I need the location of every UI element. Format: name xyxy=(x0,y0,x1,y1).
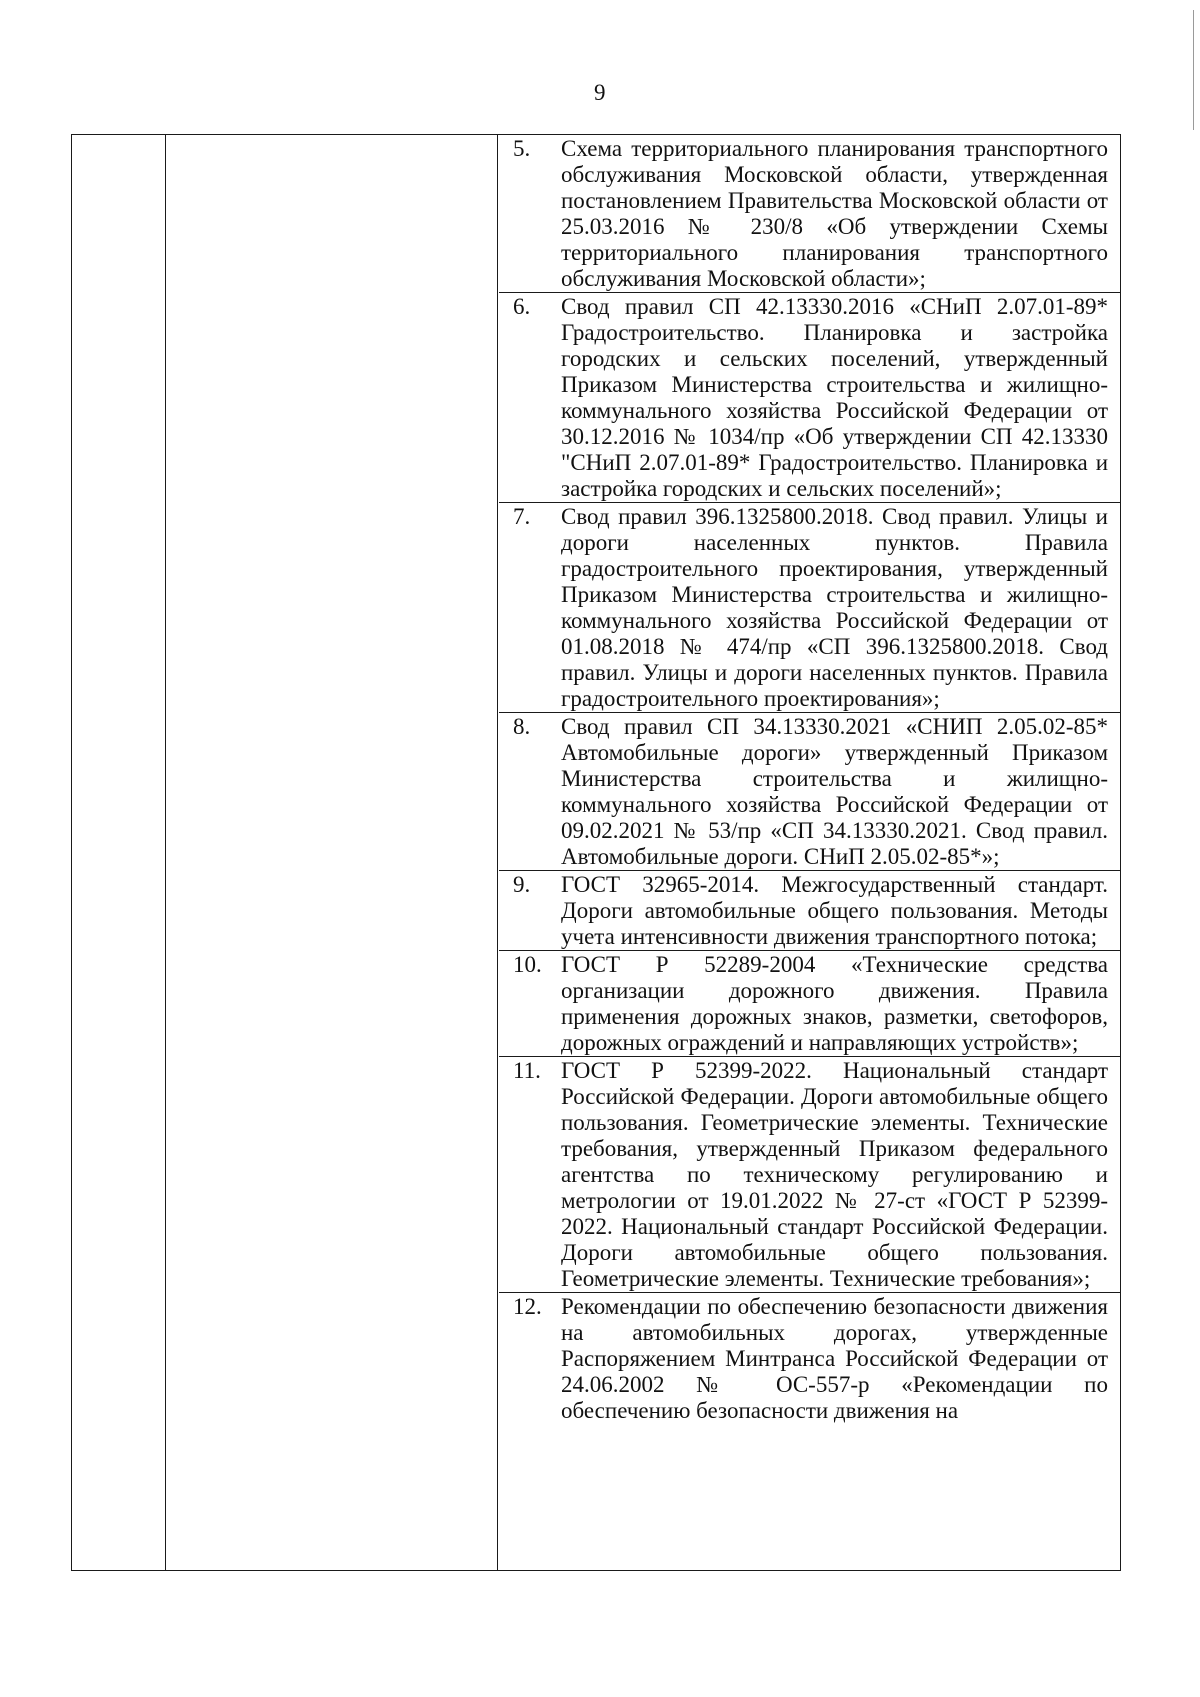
item-number: 10. xyxy=(513,952,542,977)
item-text: ГОСТ Р 52289-2004 «Технические средства организации дорожного движения. Правила применения дорожных знаков, разметки, светофоров, дорожных ограждений и направляющих устройств»; xyxy=(561,952,1108,1055)
list-item xyxy=(499,293,1120,503)
item-text: Свод правил 396.1325800.2018. Свод правил. Улицы и дороги населенных пунктов. Правила градостроительного проектирования, утвержденный Приказом Министерства строительства и жилищно-коммунального хозяйства Российской Федерации от 01.08.2018 № 474/пр «СП 396.1325800.2018. Свод правил. Улицы и дороги населенных пунктов. Правила градостроительного проектирования»; xyxy=(561,504,1108,711)
document-table xyxy=(71,134,1121,1571)
item-number: 6. xyxy=(513,294,531,319)
list-item xyxy=(499,135,1120,293)
item-number: 12. xyxy=(513,1294,542,1319)
column-divider-2 xyxy=(497,135,498,1570)
list-item xyxy=(499,1057,1120,1293)
list-item xyxy=(499,713,1120,871)
item-number: 9. xyxy=(513,872,531,897)
item-text: ГОСТ 32965-2014. Межгосударственный стандарт. Дороги автомобильные общего пользования. Методы учета интенсивности движения транспортного потока; xyxy=(561,872,1108,949)
table-content-column xyxy=(499,135,1120,1424)
column-divider-1 xyxy=(165,135,166,1570)
list-item xyxy=(499,503,1120,713)
item-number: 5. xyxy=(513,136,531,161)
list-item xyxy=(499,951,1120,1057)
item-text: Рекомендации по обеспечению безопасности движения на автомобильных дорогах, утвержденные Распоряжением Минтранса Российской Федерации от 24.06.2002 № ОС-557-р «Рекомендации по обеспечению безопасности движения на xyxy=(561,1294,1108,1423)
item-text: Свод правил СП 34.13330.2021 «СНИП 2.05.02-85* Автомобильные дороги» утвержденный Приказом Министерства строительства и жилищно-коммунального хозяйства Российской Федерации от 09.02.2021 № 53/пр «СП 34.13330.2021. Свод правил. Автомобильные дороги. СНиП 2.05.02-85*»; xyxy=(561,714,1108,869)
item-text: Схема территориального планирования транспортного обслуживания Московской области, утвержденная постановлением Правительства Московской области от 25.03.2016 № 230/8 «Об утверждении Схемы территориального планирования транспортного обслуживания Московской области»; xyxy=(561,136,1108,291)
page-number: 9 xyxy=(594,80,606,105)
list-item xyxy=(499,1293,1120,1424)
scan-edge-mark xyxy=(1193,10,1194,130)
item-number: 11. xyxy=(513,1058,541,1083)
item-number: 7. xyxy=(513,504,531,529)
item-text: ГОСТ Р 52399-2022. Национальный стандарт Российской Федерации. Дороги автомобильные общего пользования. Геометрические элементы. Технические требования, утвержденный Приказом федерального агентства по техническому регулированию и метрологии от 19.01.2022 № 27-ст «ГОСТ Р 52399-2022. Национальный стандарт Российской Федерации. Дороги автомобильные общего пользования. Геометрические элементы. Технические требования»; xyxy=(561,1058,1108,1291)
item-text: Свод правил СП 42.13330.2016 «СНиП 2.07.01-89* Градостроительство. Планировка и застройка городских и сельских поселений, утвержденный Приказом Министерства строительства и жилищно-коммунального хозяйства Российской Федерации от 30.12.2016 № 1034/пр «Об утверждении СП 42.13330 "СНиП 2.07.01-89* Градостроительство. Планировка и застройка городских и сельских поселений»; xyxy=(561,294,1108,501)
item-number: 8. xyxy=(513,714,531,739)
list-item xyxy=(499,871,1120,951)
